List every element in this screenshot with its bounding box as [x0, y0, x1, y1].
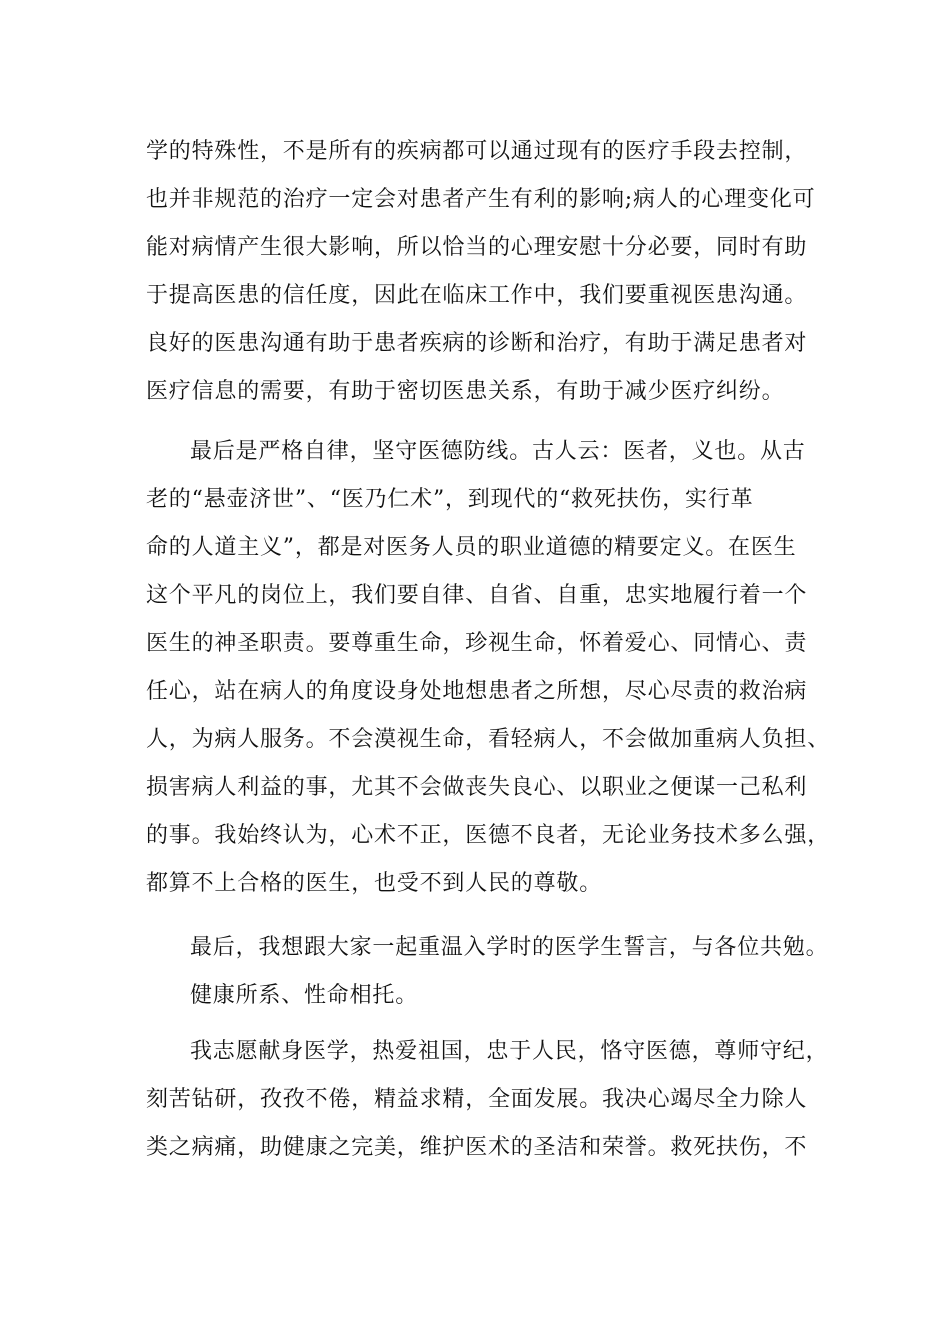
paragraph-line: 医疗信息的需要，有助于密切医患关系，有助于减少医疗纠纷。: [146, 379, 785, 404]
paragraph-line: 的事。我始终认为，心术不正，医德不良者，无论业务技术多么强，: [146, 823, 831, 848]
paragraph-line: 学的特殊性，不是所有的疾病都可以通过现有的医疗手段去控制，: [146, 139, 808, 164]
paragraph-line: 能对病情产生很大影响，所以恰当的心理安慰十分必要，同时有助: [146, 235, 808, 260]
paragraph-line: 良好的医患沟通有助于患者疾病的诊断和治疗，有助于满足患者对: [146, 331, 808, 356]
paragraph-line: 最后是严格自律，坚守医德防线。古人云：医者，义也。从古: [190, 439, 806, 464]
paragraph-line: 类之病痛，助健康之完美，维护医术的圣洁和荣誉。救死扶伤，不: [146, 1135, 808, 1160]
paragraph-line: 任心，站在病人的角度设身处地想患者之所想，尽心尽责的救治病: [146, 679, 808, 704]
paragraph-line: 命的人道主义”，都是对医务人员的职业道德的精要定义。在医生: [146, 535, 797, 560]
paragraph-line: 也并非规范的治疗一定会对患者产生有利的影响;病人的心理变化可: [146, 187, 816, 212]
paragraph-line: 最后，我想跟大家一起重温入学时的医学生誓言，与各位共勉。: [190, 935, 829, 960]
paragraph-line: 人，为病人服务。不会漠视生命，看轻病人，不会做加重病人负担、: [146, 727, 831, 752]
paragraph-line: 都算不上合格的医生，也受不到人民的尊敬。: [146, 871, 603, 896]
paragraph-line: 刻苦钻研，孜孜不倦，精益求精，全面发展。我决心竭尽全力除人: [146, 1087, 808, 1112]
paragraph-line: 这个平凡的岗位上，我们要自律、自省、自重，忠实地履行着一个: [146, 583, 808, 608]
paragraph-line: 于提高医患的信任度，因此在临床工作中，我们要重视医患沟通。: [146, 283, 808, 308]
paragraph-line: 医生的神圣职责。要尊重生命，珍视生命，怀着爱心、同情心、责: [146, 631, 808, 656]
paragraph-line: 老的“悬壶济世”、“医乃仁术”，到现代的“救死扶伤，实行革: [146, 487, 754, 512]
paragraph-line: 健康所系、性命相托。: [190, 983, 419, 1008]
paragraph-line: 我志愿献身医学，热爱祖国，忠于人民，恪守医德，尊师守纪，: [190, 1039, 829, 1064]
paragraph-line: 损害病人利益的事，尤其不会做丧失良心、以职业之便谋一己私利: [146, 775, 808, 800]
